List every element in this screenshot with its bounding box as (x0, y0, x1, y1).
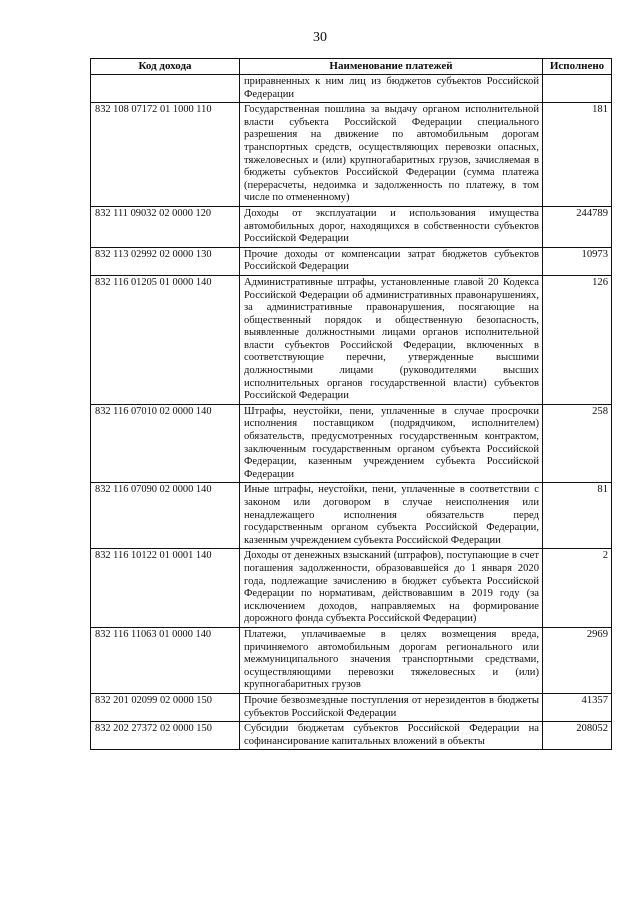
income-code: 832 116 10122 01 0001 140 (91, 549, 240, 628)
table-row (91, 206, 612, 247)
income-code: 832 116 07010 02 0000 140 (91, 404, 240, 483)
table-row (91, 404, 612, 483)
revenue-table (90, 58, 612, 750)
amount-executed: 10973 (543, 247, 612, 275)
header-code: Код дохода (91, 59, 240, 75)
amount-executed: 2969 (543, 627, 612, 693)
payment-name: Платежи, уплачиваемые в целях возмещения вреда, причиняемого автомобильным дорогам регионального или межмуниципального значения транспортными средствами, осуществляющими перевозки тяжеловесных и (или) крупногабаритных грузов (240, 627, 543, 693)
income-code: 832 201 02099 02 0000 150 (91, 693, 240, 721)
payment-name: Государственная пошлина за выдачу органом исполнительной власти субъекта Российской Федерации специального разрешения на движение по автомобильным дорогам транспортных средств, осуществляющих перевозки опасных, тяжеловесных и (или) крупногабаритных грузов, зачисляемая в бюджеты субъектов Российской Федерации (сумма платежа (перерасчеты, недоимка и задолженность по платежу, в том числе по отмененному) (240, 103, 543, 207)
header-name: Наименование платежей (240, 59, 543, 75)
amount-executed (543, 75, 612, 103)
table-header-row (91, 59, 612, 75)
payment-name: Субсидии бюджетам субъектов Российской Федерации на софинансирование капитальных вложений в объекты (240, 722, 543, 750)
table-row (91, 275, 612, 404)
table-row (91, 103, 612, 207)
table-row (91, 722, 612, 750)
amount-executed: 81 (543, 483, 612, 549)
table-row (91, 549, 612, 628)
table-row (91, 247, 612, 275)
header-amount: Исполнено (543, 59, 612, 75)
payment-name: Штрафы, неустойки, пени, уплаченные в случае просрочки исполнения поставщиком (подрядчиком, исполнителем) обязательств, предусмотренных государственным контрактом, заключенным государственным органом субъекта Российской Федерации, казенным учреждением субъекта Российской Федерации (240, 404, 543, 483)
income-code: 832 116 01205 01 0000 140 (91, 275, 240, 404)
page-number: 30 (313, 30, 327, 45)
amount-executed: 244789 (543, 206, 612, 247)
payment-name: Доходы от эксплуатации и использования имущества автомобильных дорог, находящихся в собственности субъектов Российской Федерации (240, 206, 543, 247)
amount-executed: 258 (543, 404, 612, 483)
income-code (91, 75, 240, 103)
payment-name: Прочие доходы от компенсации затрат бюджетов субъектов Российской Федерации (240, 247, 543, 275)
table-row (91, 483, 612, 549)
table-row (91, 693, 612, 721)
income-code: 832 116 11063 01 0000 140 (91, 627, 240, 693)
amount-executed: 126 (543, 275, 612, 404)
payment-name: Прочие безвозмездные поступления от нерезидентов в бюджеты субъектов Российской Федерации (240, 693, 543, 721)
table-row (91, 75, 612, 103)
income-code: 832 108 07172 01 1000 110 (91, 103, 240, 207)
amount-executed: 181 (543, 103, 612, 207)
payment-name: Доходы от денежных взысканий (штрафов), поступающие в счет погашения задолженности, образовавшейся до 1 января 2020 года, подлежащие зачислению в бюджет субъекта Российской Федерации по нормативам, действовавшим в 2019 году (за исключением доходов, направляемых на формирование дорожного фонда субъекта Российской Федерации) (240, 549, 543, 628)
income-code: 832 202 27372 02 0000 150 (91, 722, 240, 750)
amount-executed: 208052 (543, 722, 612, 750)
payment-name: Иные штрафы, неустойки, пени, уплаченные в соответствии с законом или договором в случае неисполнения или ненадлежащего исполнения обязательств перед государственным органом субъекта Российской Федерации, казенным учреждением субъекта Российской Федерации (240, 483, 543, 549)
amount-executed: 2 (543, 549, 612, 628)
amount-executed: 41357 (543, 693, 612, 721)
income-code: 832 113 02992 02 0000 130 (91, 247, 240, 275)
table-row (91, 627, 612, 693)
payment-name: приравненных к ним лиц из бюджетов субъектов Российской Федерации (240, 75, 543, 103)
income-code: 832 116 07090 02 0000 140 (91, 483, 240, 549)
payment-name: Административные штрафы, установленные главой 20 Кодекса Российской Федерации об административных правонарушениях, за административные правонарушения, посягающие на общественный порядок и общественную безопасность, выявленные должностными лицами органов исполнительной власти субъектов Российской Федерации, включенных в соответствующие перечни, утвержденные высшими должностными лицами (руководителями высших исполнительных органов государственной власти) субъектов Российской Федерации (240, 275, 543, 404)
income-code: 832 111 09032 02 0000 120 (91, 206, 240, 247)
